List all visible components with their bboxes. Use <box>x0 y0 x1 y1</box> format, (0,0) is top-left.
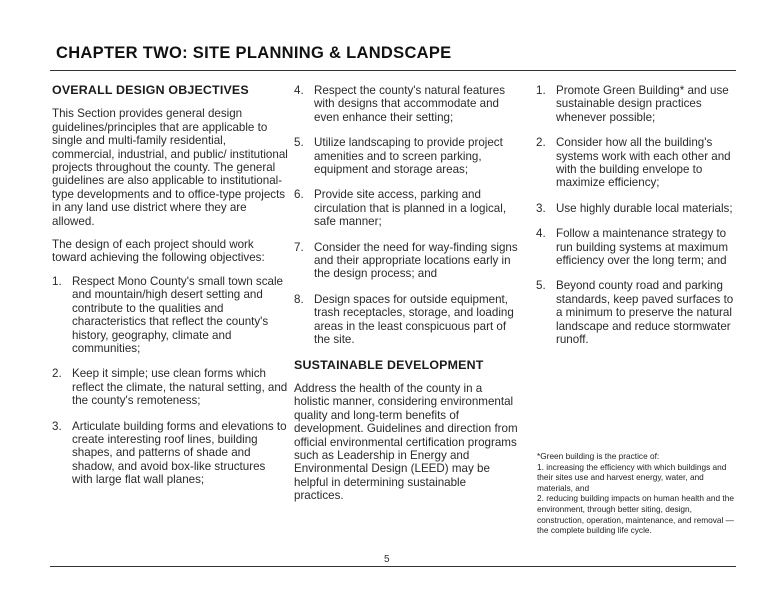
list-item-number: 5. <box>294 136 304 150</box>
list-item <box>536 227 736 267</box>
bottom-rule <box>50 566 736 567</box>
list-item-text: Beyond county road and parking standards, keep paved surfaces to a minimum to preserve the natural landscape and reduce stormwater runoff. <box>556 279 734 347</box>
list-item-number: 2. <box>52 367 62 381</box>
list-item-number: 8. <box>294 292 304 306</box>
sustainable-list <box>536 84 736 347</box>
list-item-text: Provide site access, parking and circulation that is planned in a logical, safe manner; <box>314 188 507 229</box>
section-heading-design-objectives: OVERALL DESIGN OBJECTIVES <box>52 83 249 97</box>
objectives-list <box>52 275 288 487</box>
footnote-intro: *Green building is the practice of: <box>537 451 660 461</box>
list-item-text: Articulate building forms and elevations to create interesting roof lines, building shapes, and patterns of shade and shadow, and avoid box-like structures with large flat wall planes; <box>72 419 287 487</box>
list-item <box>536 136 736 190</box>
column-3 <box>536 84 736 359</box>
green-building-footnote <box>537 451 737 536</box>
list-item-number: 2. <box>536 136 546 150</box>
list-item <box>294 293 518 347</box>
list-item-text: Utilize landscaping to provide project amenities and to screen parking, equipment and storage areas; <box>314 136 503 177</box>
list-item-text: Use highly durable local materials; <box>556 201 733 215</box>
list-item-text: Respect the county's natural features with designs that accommodate and even enhance their setting; <box>314 84 506 124</box>
list-item-text: Consider the need for way-finding signs and their appropriate locations early in the design process; and <box>314 240 518 281</box>
list-item <box>52 420 288 487</box>
list-item-text: Follow a maintenance strategy to run building systems at maximum efficiency over the long term; and <box>556 227 729 268</box>
list-item <box>536 202 736 215</box>
list-item-number: 5. <box>536 279 546 293</box>
list-item <box>294 188 518 228</box>
section-heading-sustainable-development: SUSTAINABLE DEVELOPMENT <box>294 357 484 372</box>
list-item-text: Consider how all the building's systems work with each other and with the building envelope to maximize efficiency; <box>556 136 731 190</box>
list-item-number: 1. <box>52 274 62 288</box>
list-item-number: 7. <box>294 240 304 254</box>
objectives-list-continued <box>294 84 518 347</box>
footnote-point-1: 1. increasing the efficiency with which buildings and their sites use and harvest energy, water, and materials, and <box>537 461 727 493</box>
list-item <box>536 279 736 346</box>
list-item <box>52 367 288 407</box>
list-item <box>294 84 518 124</box>
list-item <box>294 241 518 281</box>
list-item-text: Respect Mono County's small town scale and mountain/high desert setting and contribute to the qualities and characteristics that reflect the county's history, geography, climate and communities; <box>72 274 283 355</box>
list-item-number: 3. <box>536 201 546 215</box>
list-item-text: Design spaces for outside equipment, trash receptacles, storage, and loading areas in the least conspicuous part of the site. <box>314 292 514 347</box>
objectives-lead-paragraph: The design of each project should work toward achieving the following objectives: <box>52 238 265 265</box>
list-item <box>52 275 288 355</box>
list-item <box>294 136 518 176</box>
sustainable-intro-paragraph: Address the health of the county in a holistic manner, considering environmental quality and long-term benefits of development. Guidelines and direction from official environmental certification programs such as Leadership in Energy and Environmental Design (LEED) may be helpful in determining sustainable practices. <box>294 381 518 503</box>
list-item-number: 3. <box>52 419 62 433</box>
intro-paragraph: This Section provides general design guidelines/principles that are applicable to single and multi-family residential, commercial, industrial, and public/ institutional projects throughout the county. The general guidelines are also applicable to institutional-type developments and to office-type projects in any land use district where they are allowed. <box>52 107 288 228</box>
list-item-number: 1. <box>536 84 546 97</box>
top-rule <box>50 70 736 71</box>
list-item-text: Promote Green Building* and use sustainable design practices whenever possible; <box>556 84 729 124</box>
list-item <box>536 84 736 124</box>
chapter-title: CHAPTER TWO: SITE PLANNING & LANDSCAPE <box>56 44 452 62</box>
list-item-number: 4. <box>536 227 546 241</box>
footnote-point-2: 2. reducing building impacts on human health and the environment, through better siting, design, construction, operation, maintenance, and removal — the complete building life cycle. <box>537 493 734 536</box>
column-1 <box>52 84 288 487</box>
list-item-number: 4. <box>294 84 304 97</box>
list-item-text: Keep it simple; use clean forms which reflect the climate, the natural setting, and the county's remoteness; <box>72 367 288 408</box>
list-item-number: 6. <box>294 188 304 202</box>
column-2 <box>294 84 518 513</box>
page-number: 5 <box>384 554 390 565</box>
